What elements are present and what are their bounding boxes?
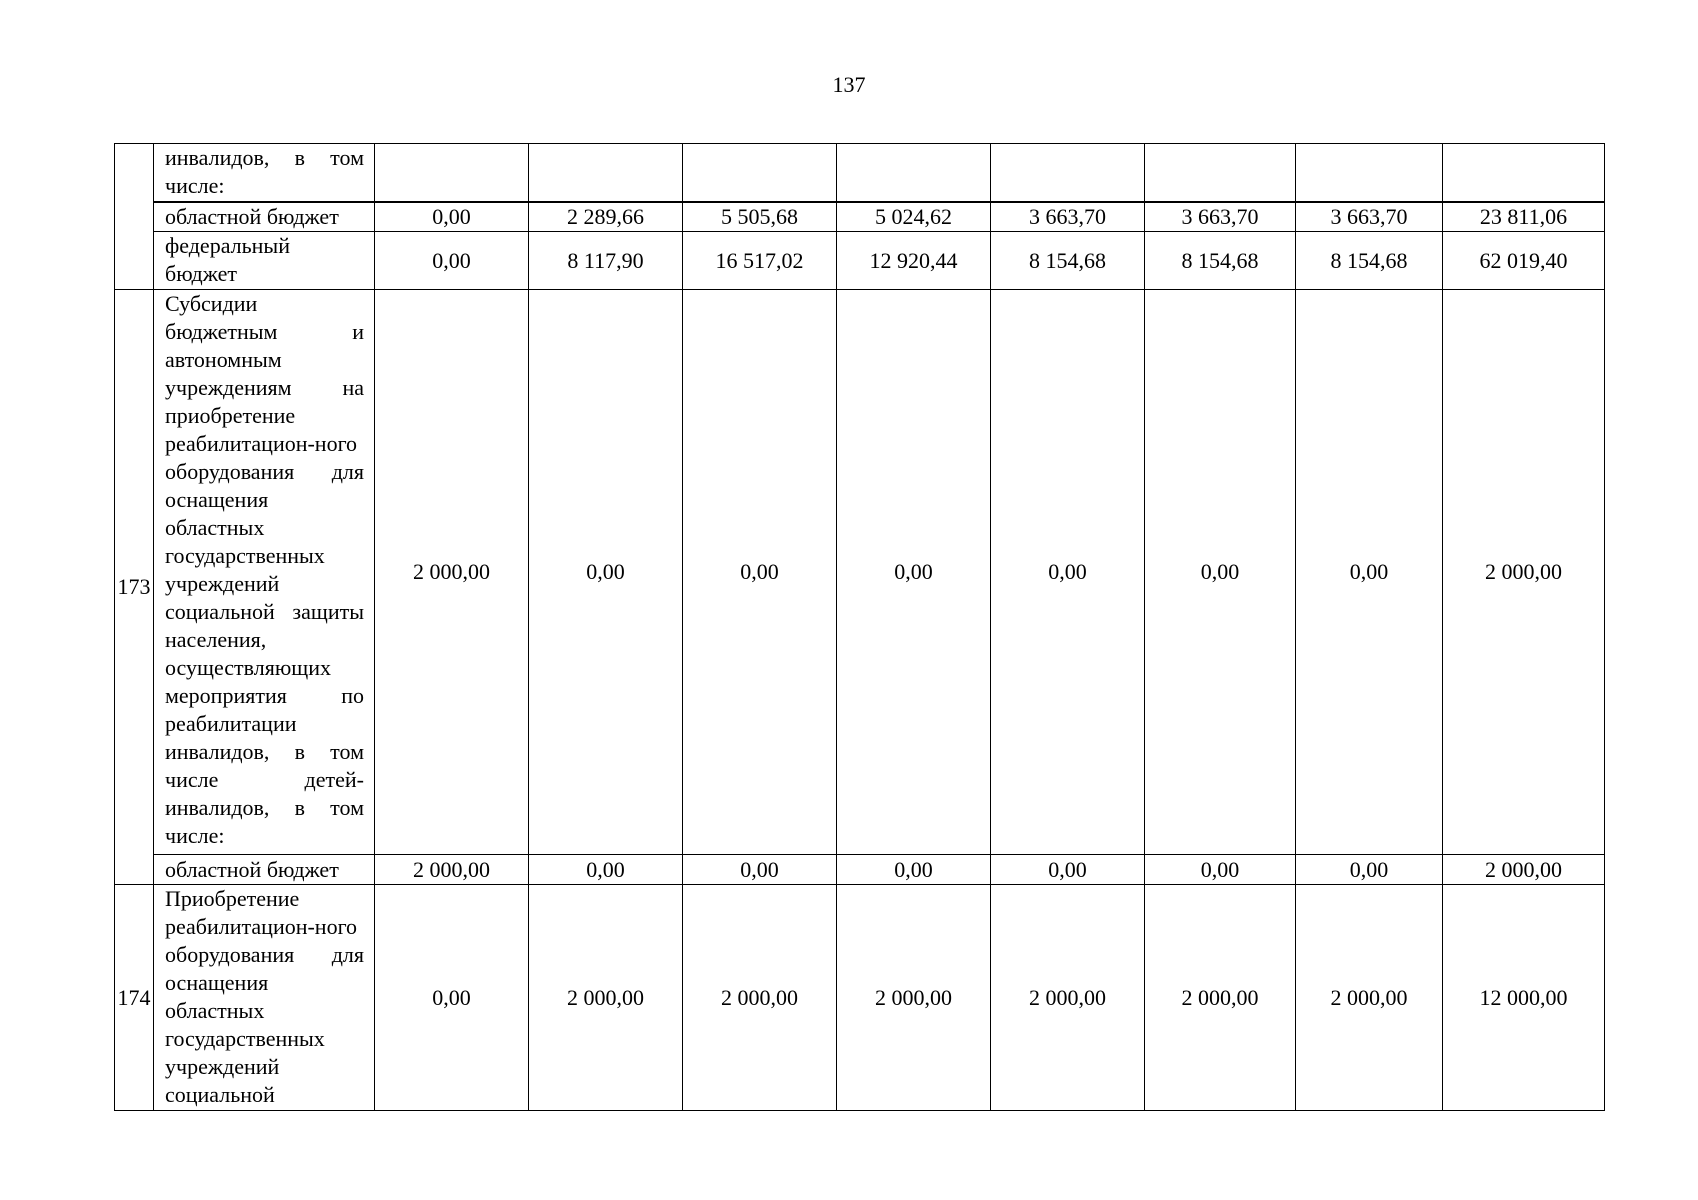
table-row: [115, 144, 1605, 202]
value-cell: 2 000,00: [375, 290, 529, 855]
row-name: федеральный бюджет: [154, 232, 375, 290]
page-number: 137: [832, 72, 866, 97]
value-cell: 2 000,00: [837, 885, 991, 1111]
value-cell: 0,00: [1145, 290, 1296, 855]
table-row: [115, 202, 1605, 232]
value-cell: 2 000,00: [1296, 885, 1443, 1111]
value-cell: 2 000,00: [375, 855, 529, 885]
value-cell: 0,00: [529, 855, 683, 885]
value-cell: 62 019,40: [1443, 232, 1605, 290]
budget-table: [114, 143, 1605, 1111]
value-cell: [529, 144, 683, 202]
table-row: [115, 290, 1605, 855]
value-cell: [1145, 144, 1296, 202]
value-cell: 0,00: [991, 290, 1145, 855]
value-cell: [1443, 144, 1605, 202]
row-number: [115, 144, 154, 290]
value-cell: 8 154,68: [1145, 232, 1296, 290]
value-cell: 3 663,70: [1296, 202, 1443, 232]
value-cell: 0,00: [837, 290, 991, 855]
value-cell: 16 517,02: [683, 232, 837, 290]
value-cell: 2 000,00: [529, 885, 683, 1111]
value-cell: 0,00: [375, 885, 529, 1111]
row-name: Приобретение реабилитацион-ного оборудования для оснащения областных государственных учреждений социальной: [154, 885, 375, 1111]
value-cell: 8 154,68: [991, 232, 1145, 290]
value-cell: 12 000,00: [1443, 885, 1605, 1111]
value-cell: [683, 144, 837, 202]
value-cell: 2 289,66: [529, 202, 683, 232]
value-cell: [837, 144, 991, 202]
value-cell: [991, 144, 1145, 202]
row-name: Субсидии бюджетным и автономным учреждениям на приобретение реабилитацион-ного оборудования для оснащения областных государственных учреждений социальной защиты населения, осуществляющих мероприятия по реабилитации инвалидов, в том числе детей-инвалидов, в том числе:: [154, 290, 375, 855]
value-cell: 0,00: [991, 855, 1145, 885]
value-cell: 0,00: [1145, 855, 1296, 885]
value-cell: 0,00: [529, 290, 683, 855]
value-cell: [375, 144, 529, 202]
table-row: [115, 885, 1605, 1111]
value-cell: 3 663,70: [1145, 202, 1296, 232]
value-cell: 23 811,06: [1443, 202, 1605, 232]
row-number: 174: [115, 885, 154, 1111]
value-cell: 0,00: [375, 232, 529, 290]
value-cell: [1296, 144, 1443, 202]
value-cell: 0,00: [683, 855, 837, 885]
table-row: [115, 855, 1605, 885]
row-name: инвалидов, в том числе:: [154, 144, 375, 202]
value-cell: 0,00: [375, 202, 529, 232]
value-cell: 0,00: [837, 855, 991, 885]
value-cell: 2 000,00: [1443, 290, 1605, 855]
value-cell: 5 505,68: [683, 202, 837, 232]
value-cell: 2 000,00: [1145, 885, 1296, 1111]
value-cell: 0,00: [1296, 290, 1443, 855]
value-cell: 5 024,62: [837, 202, 991, 232]
value-cell: 2 000,00: [991, 885, 1145, 1111]
table-row: [115, 232, 1605, 290]
value-cell: 12 920,44: [837, 232, 991, 290]
value-cell: 2 000,00: [1443, 855, 1605, 885]
value-cell: 8 117,90: [529, 232, 683, 290]
value-cell: 3 663,70: [991, 202, 1145, 232]
value-cell: 2 000,00: [683, 885, 837, 1111]
row-number: 173: [115, 290, 154, 885]
row-name: областной бюджет: [154, 855, 375, 885]
value-cell: 0,00: [1296, 855, 1443, 885]
value-cell: 0,00: [683, 290, 837, 855]
value-cell: 8 154,68: [1296, 232, 1443, 290]
row-name: областной бюджет: [154, 202, 375, 232]
